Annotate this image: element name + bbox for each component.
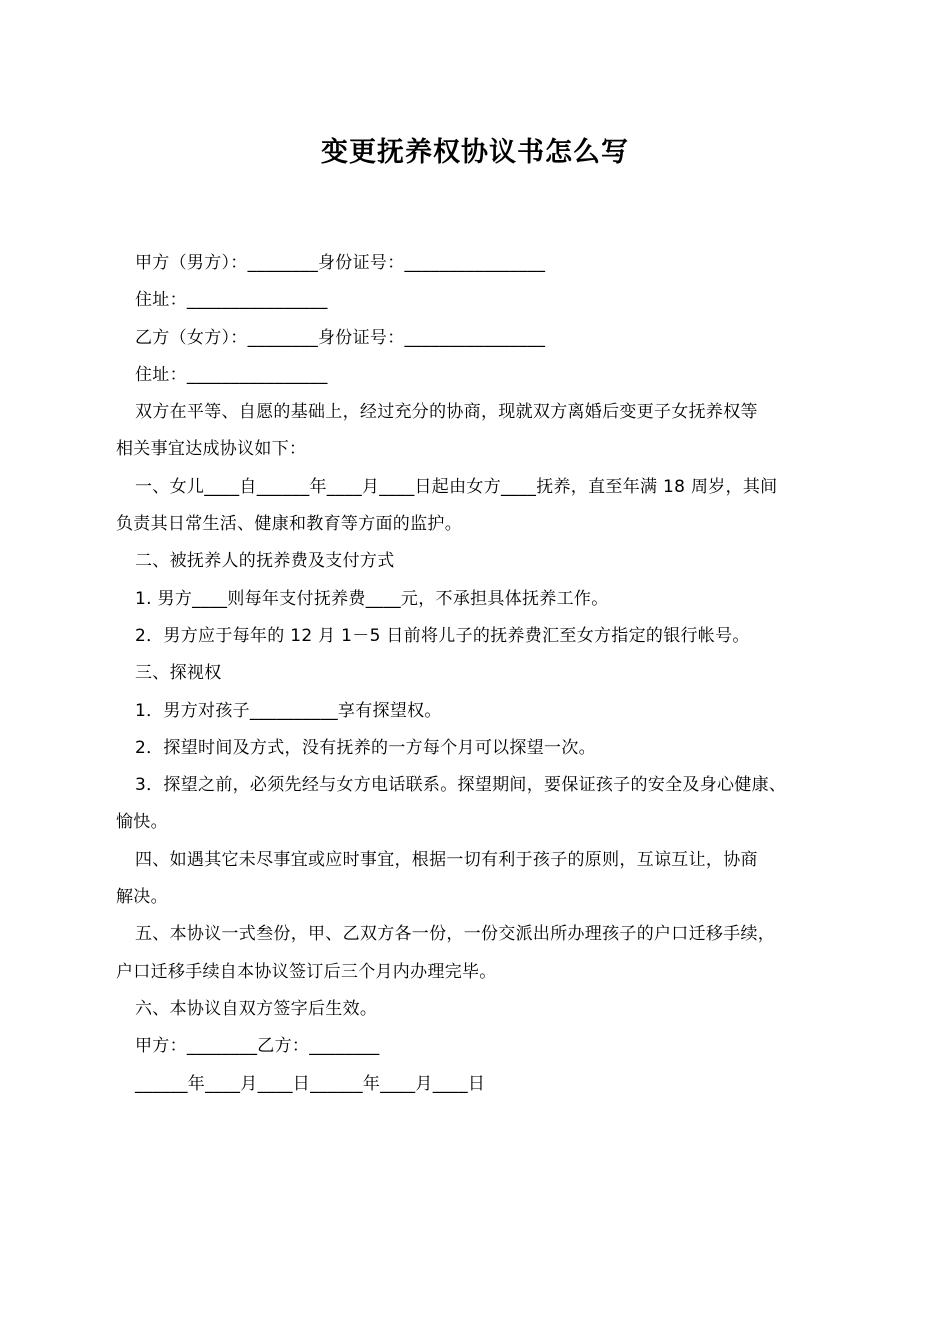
clause-5-line-2: 户口迁移手续自本协议签订后三个月内办理完毕。 — [116, 961, 497, 982]
clause-3-item-2: 2．探望时间及方式，没有抚养的一方每个月可以探望一次。 — [135, 737, 596, 758]
clause-3-item-3-line-1: 3．探望之前，必须先经与女方电话联系。探望期间，要保证孩子的安全及身心健康、 — [135, 775, 787, 796]
signature-line: 甲方：________乙方：________ — [135, 1036, 380, 1057]
preamble-line-2: 相关事宜达成协议如下： — [116, 439, 307, 460]
party-b-line: 乙方（女方）：________身份证号：________________ — [135, 327, 546, 348]
party-b-address-line: 住址：________________ — [135, 364, 328, 385]
clause-3-item-3-line-2: 愉快。 — [116, 812, 168, 833]
clause-3-item-1: 1．男方对孩子__________享有探望权。 — [135, 700, 442, 721]
clause-4-line-1: 四、如遇其它未尽事宜或应时事宜，根据一切有利于孩子的原则，互谅互让，协商 — [135, 849, 758, 870]
clause-1-line-1: 一、女儿____自______年____月____日起由女方____抚养，直至年满 18 周岁，其间 — [135, 476, 778, 497]
clause-5-line-1: 五、本协议一式叁份，甲、乙双方各一份，一份交派出所办理孩子的户口迁移手续， — [135, 924, 776, 945]
clause-2-heading: 二、被抚养人的抚养费及支付方式 — [135, 551, 395, 572]
party-a-address-line: 住址：________________ — [135, 290, 328, 311]
clause-2-item-2: 2．男方应于每年的 12 月 1－5 日前将儿子的抚养费汇至女方指定的银行帐号。 — [135, 625, 750, 646]
clause-3-heading: 三、探视权 — [135, 663, 222, 684]
document-body — [116, 245, 846, 1103]
preamble-line-1: 双方在平等、自愿的基础上，经过充分的协商，现就双方离婚后变更子女抚养权等 — [135, 402, 758, 423]
clause-6-line: 六、本协议自双方签字后生效。 — [135, 998, 378, 1019]
clause-2-item-1: 1. 男方____则每年支付抚养费____元，不承担具体抚养工作。 — [135, 588, 609, 609]
date-line: ______年____月____日______年____月____日 — [135, 1073, 486, 1094]
document-title: 变更抚养权协议书怎么写 — [321, 137, 629, 168]
party-a-line: 甲方（男方）：________身份证号：________________ — [135, 253, 546, 273]
clause-1-line-2: 负责其日常生活、健康和教育等方面的监护。 — [116, 514, 462, 535]
clause-4-line-2: 解决。 — [116, 887, 168, 908]
